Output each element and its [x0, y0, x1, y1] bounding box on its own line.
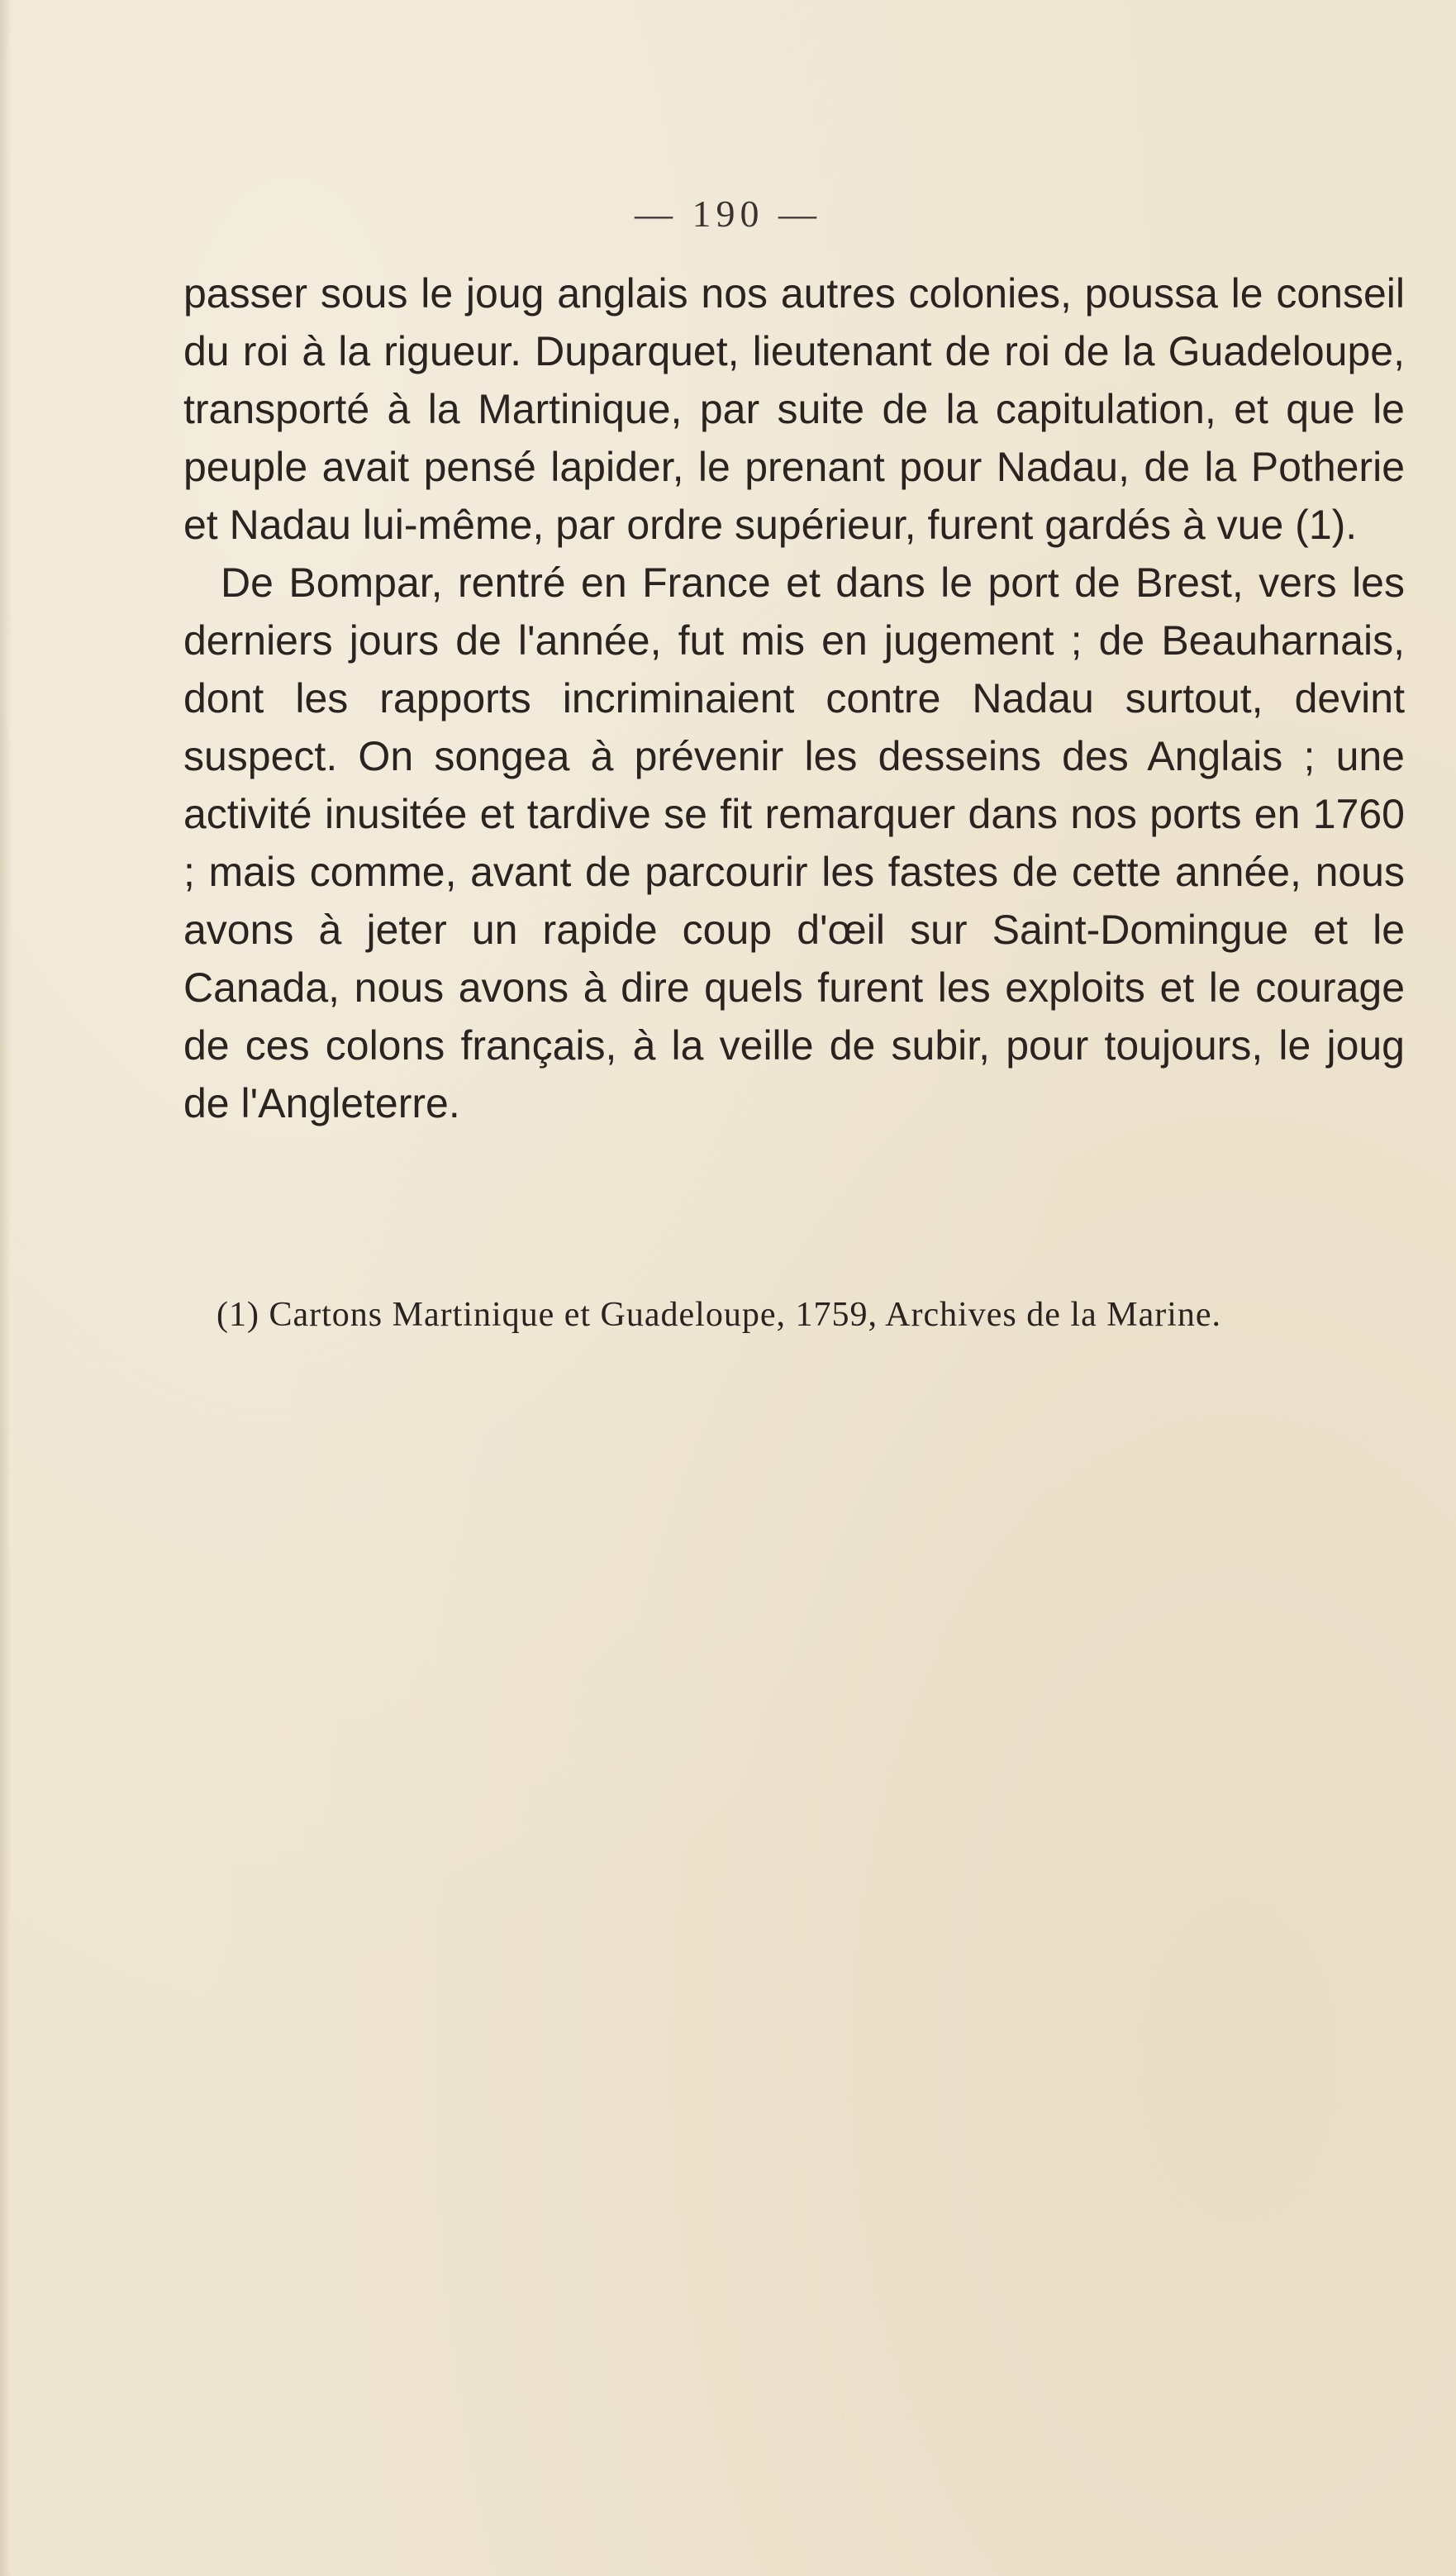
page-edge-shadow	[0, 0, 12, 2576]
page-number: — 190 —	[635, 193, 821, 235]
main-text	[183, 264, 1405, 1132]
paragraph-1: passer sous le joug anglais nos autres colonies, poussa le conseil du roi à la rigueur. Duparquet, lieutenant de roi de la Guadeloupe, transporté à la Martinique, par suite de la capitulation, et que le peuple avait pensé lapider, le prenant pour Nadau, de la Potherie et Nadau lui-même, par ordre supérieur, furent gardés à vue (1).	[183, 270, 1405, 548]
footnote: (1) Cartons Martinique et Guadeloupe, 1759, Archives de la Marine.	[216, 1296, 1222, 1334]
paragraph-2: De Bompar, rentré en France et dans le port de Brest, vers les derniers jours de l'année, fut mis en jugement ; de Beauharnais, dont les rapports incriminaient contre Nadau surtout, devint suspect. On songea à prévenir les desseins des Anglais ; une activité inusitée et tardive se fit remarquer dans nos ports en 1760 ; mais comme, avant de parcourir les fastes de cette année, nous avons à jeter un rapide coup d'œil sur Saint-Domingue et le Canada, nous avons à dire quels furent les exploits et le courage de ces colons français, à la veille de subir, pour toujours, le joug de l'Angleterre.	[183, 559, 1405, 1126]
